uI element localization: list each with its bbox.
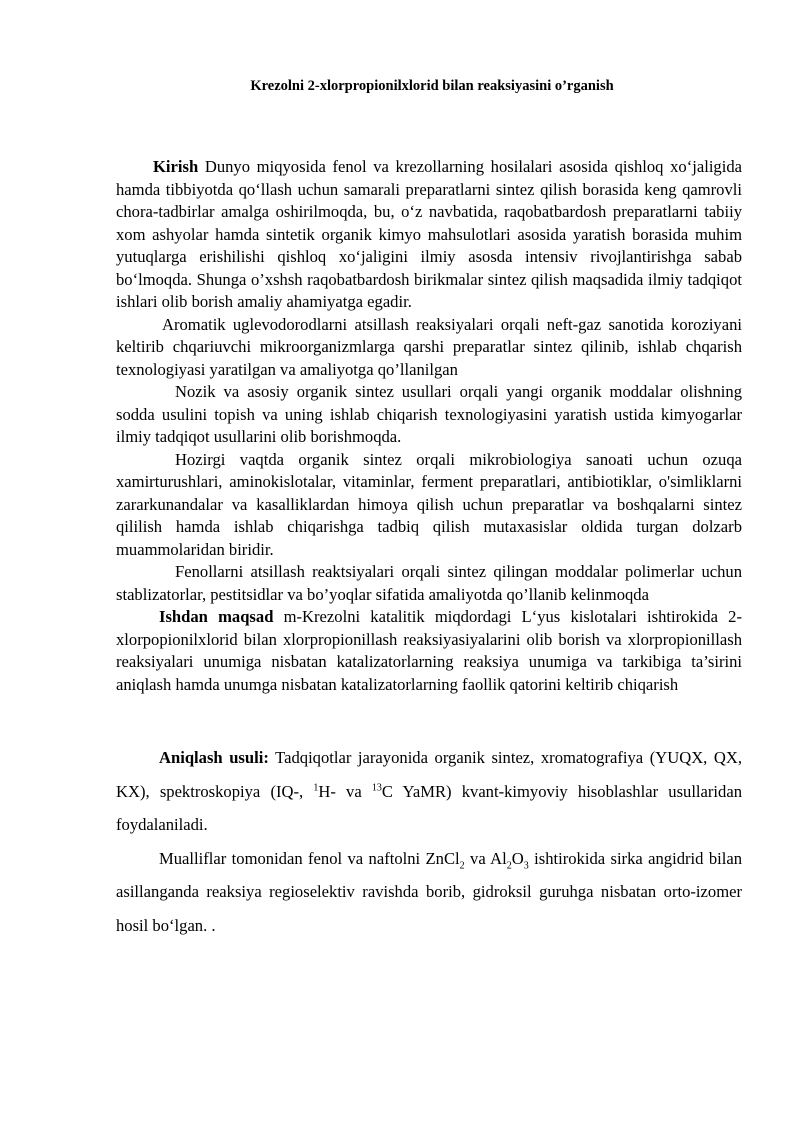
usul-heading: Aniqlash usuli:: [159, 748, 269, 767]
mualliflar-text-1: Mualliflar tomonidan fenol va naftolni ZnCl: [159, 848, 460, 868]
paragraph-aniqlash-usuli: [116, 741, 742, 842]
body-block-single-spaced: [116, 156, 742, 696]
mualliflar-subscript-2: 2: [506, 859, 512, 871]
paragraph-kirish: [116, 156, 742, 314]
usul-text-2: H- va: [318, 781, 372, 801]
mualliflar-subscript-1: 2: [459, 859, 465, 871]
paragraph-ishdan-maqsad: [116, 606, 742, 696]
paragraph-aromatik: Aromatik uglevodorodlarni atsillash reaksiyalari orqali neft-gaz sanotida koroziyani keltirib chqariuvchi mikroorganizmlarga qarshi preparatlar sintez qilinib, ishlab chqarish texnologiyasi yaratilgan va amaliyotga qo’llanilgan: [116, 314, 742, 379]
usul-text-3: C YaMR) kvant-kimyoviy hisoblashlar usullaridan foydalaniladi.: [116, 781, 743, 834]
kirish-heading: Kirish: [153, 157, 199, 176]
maqsad-heading: Ishdan maqsad: [159, 607, 274, 626]
maqsad-text: m-Krezolni katalitik miqdordagi L‘yus kislotalari ishtirokida 2-xlorpopionilxlorid bilan xlorpropionillash reaksiyasiyalarini olib borish va xlorpropionillash reaksiyalari unumiga nisbatan katalizatorlarning reaksiya unumiga va tarkibiga ta’sirini aniqlash hamda unumga nisbatan katalizatorlarning faollik qatorini keltirib chiqarish: [116, 607, 742, 694]
paragraph-fenollar: Fenollarni atsillash reaktsiyalari orqali sintez qilingan moddalar polimerlar uchun stablizatorlar, pestitsidlar va bo’yoqlar sifatida amaliyotda qo’llanib kelinmoqda: [116, 562, 742, 604]
body-block-wide-spaced: [116, 741, 742, 942]
usul-text-1: Tadqiqotlar jarayonida organik sintez, xromatografiya (YUQX, QX, KX), spektroskopiya (IQ-,: [116, 748, 742, 801]
paragraph-hozirgi: Hozirgi vaqtda organik sintez orqali mikrobiologiya sanoati uchun ozuqa xamirturushlari, aminokislotalar, vitaminlar, ferment preparatlari, antibiotiklar, o'simliklarni zararkunandalar va kasalliklardan himoya qilish uchun preparatlar va boshqalarni sintez qililish hamda ishlab chiqarishga tadbiq qilish mutaxasislar oldida turgan dolzarb muammolaridan biridir.: [116, 449, 742, 559]
mualliflar-text-4: ishtirokida sirka angidrid bilan asillanganda reaksiya regioselektiv ravishda borib, gidroksil guruhga nisbatan orto-izomer hosil bo‘lgan. .: [116, 848, 742, 935]
usul-superscript-13: 13: [371, 781, 382, 793]
document-title: Krezolni 2-xlorpropionilxlorid bilan reaksiyasini o’rganish: [250, 78, 614, 94]
mualliflar-text-2: va Al: [464, 848, 507, 868]
paragraph-mualliflar: [116, 842, 742, 943]
usul-superscript-1: 1: [313, 781, 319, 793]
kirish-text: Dunyo miqyosida fenol va krezollarning hosilalari asosida qishloq xo‘jaligida hamda tibbiyotda qo‘llash uchun samarali preparatlarni sintez qilish borasida keng qamrovli chora-tadbirlar amalga oshirilmoqda, bu, o‘z navbatida, raqobatbardosh preparatlarni tabiiy xom ashyolar hamda sintetik organik kimyo mahsulotlari asosida yaratish borasida muhim yutuqlarga erishilishi qishloq xo‘jaligini ilmiy asosda intensiv rivojlantirishga sabab bo‘lmoqda. Shunga o’xshsh raqobatbardosh birikmalar sintez qilish maqsadida ilmiy tadqiqot ishlari olib borish amaliy ahamiyatga egadir.: [116, 157, 742, 311]
mualliflar-text-3: O: [511, 848, 524, 868]
paragraph-nozik: Nozik va asosiy organik sintez usullari orqali yangi organik moddalar olishning sodda usulini topish va uning ishlab chiqarish texnologiyasini yaratish ustida kimyogarlar ilmiy tadqiqot usullarini olib borishmoqda.: [116, 382, 742, 446]
mualliflar-subscript-3: 3: [523, 859, 529, 871]
